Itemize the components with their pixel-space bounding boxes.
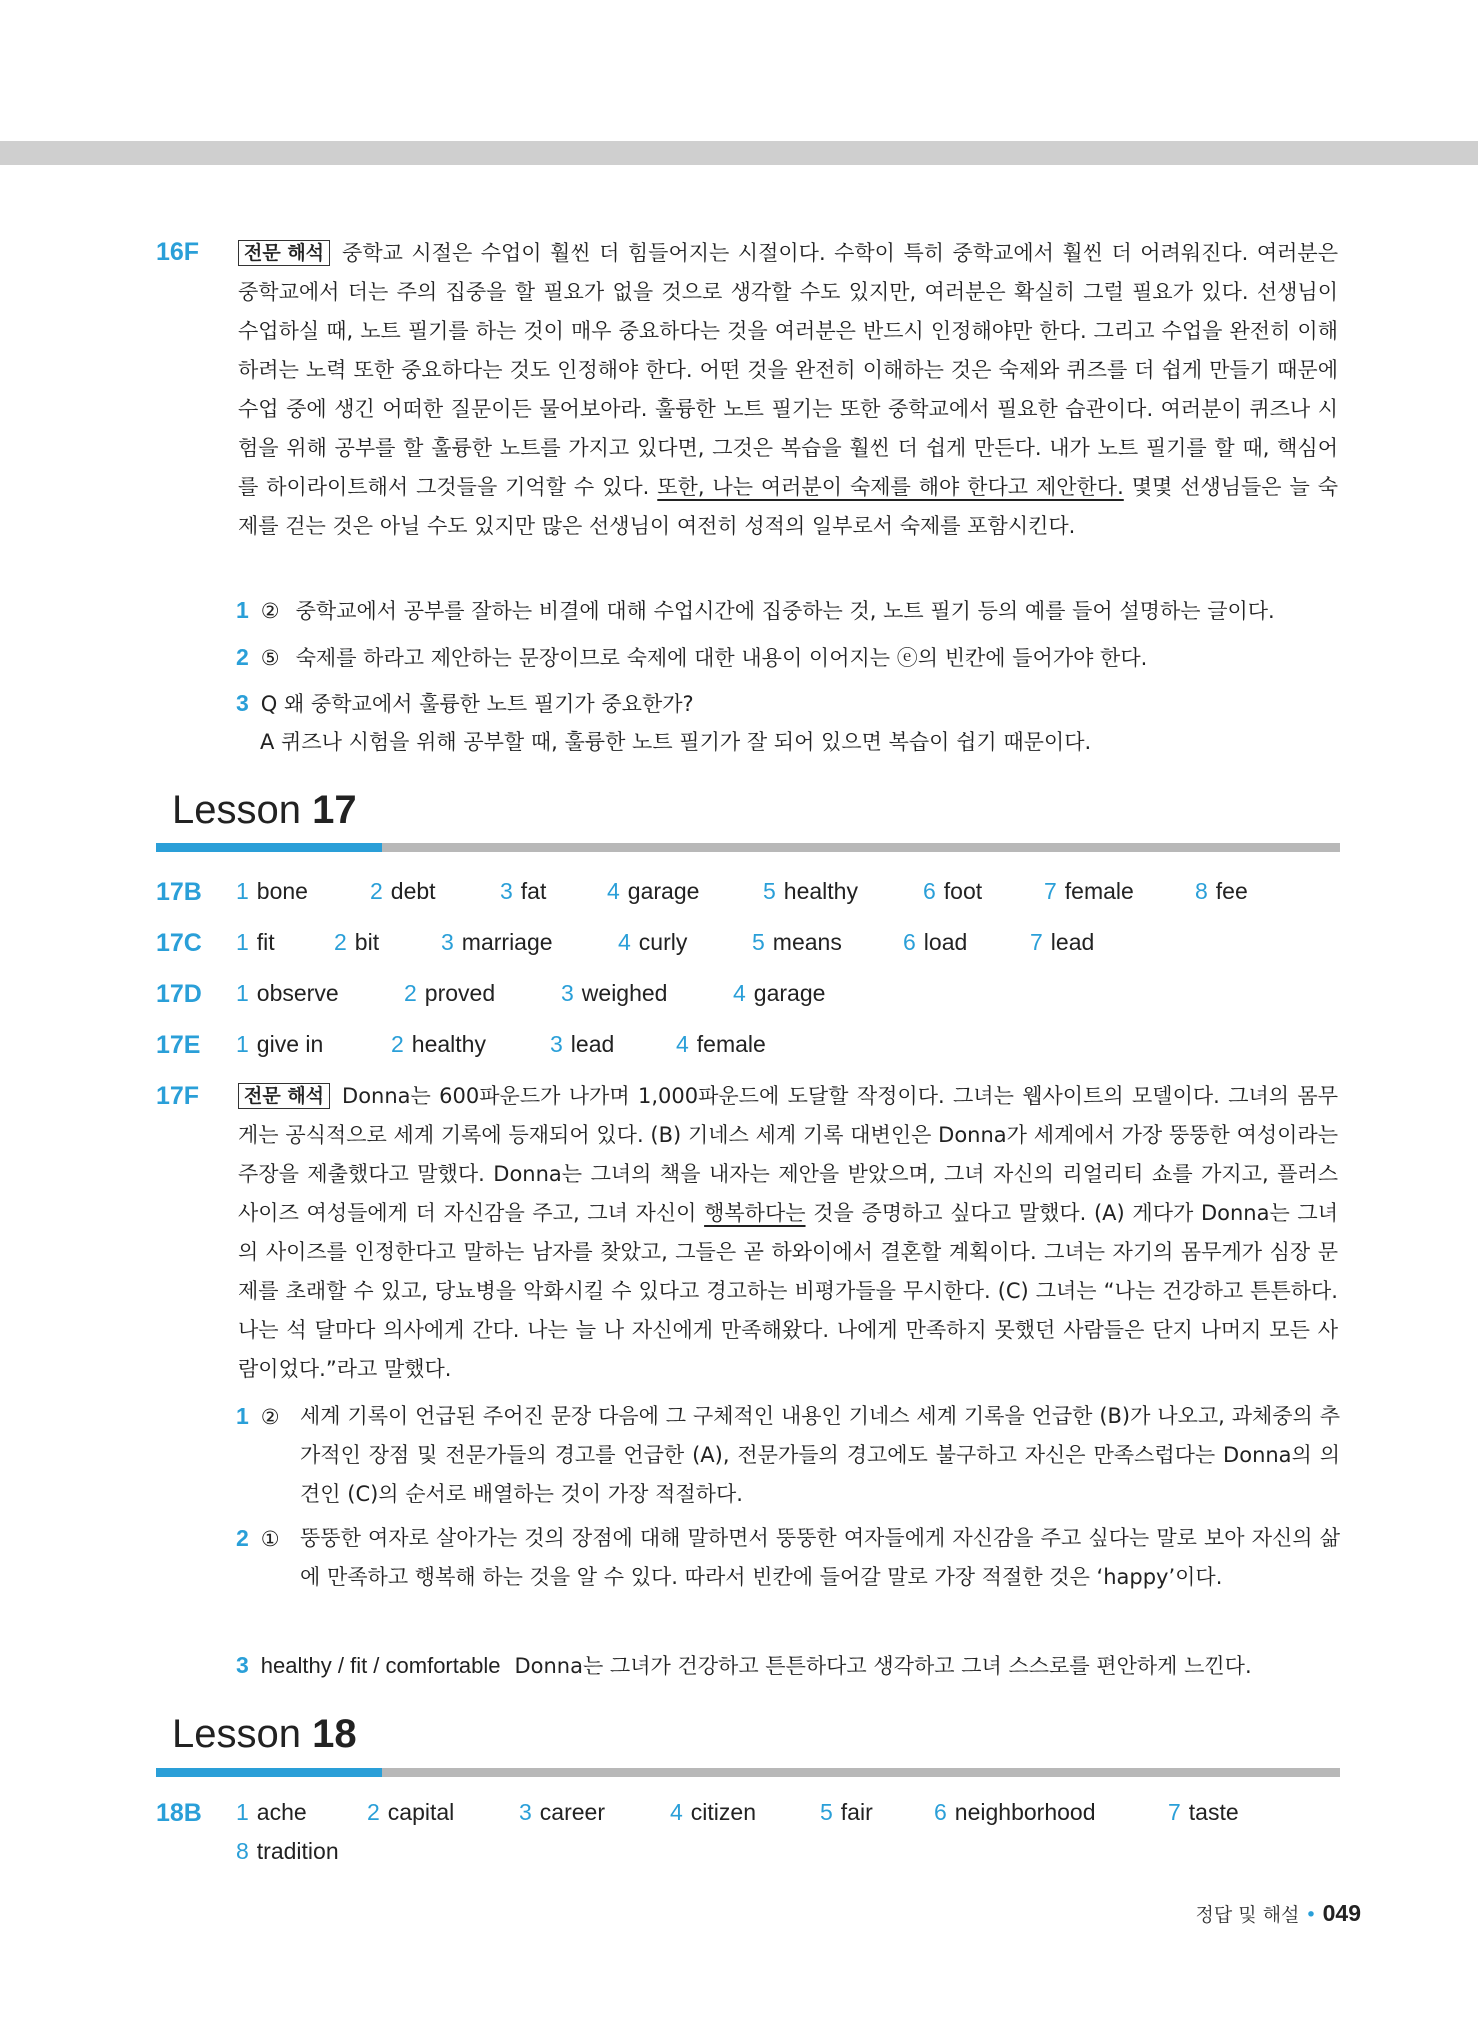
lesson-word: Lesson — [172, 1712, 301, 1756]
vocab-item: 1 fit — [236, 929, 275, 955]
answer-number: 3 — [236, 690, 249, 716]
passage-16f-text2: 몇몇 선생님들은 늘 숙제를 걷는 것은 아닐 수도 있지만 많은 선생님이 여전히 성적의 일부로서 숙제를 포함시킨다. — [238, 475, 1338, 538]
vocab-item: 1 bone — [236, 878, 308, 904]
section-label-17b: 17B — [156, 878, 202, 906]
vocab-item: 5 healthy — [763, 878, 858, 904]
passage-17f — [238, 1077, 1338, 1389]
answer-16f-1 — [236, 591, 1346, 631]
vocab-item: 4 citizen — [670, 1799, 756, 1825]
vocab-item: 2 proved — [404, 980, 496, 1006]
lesson-number: 18 — [312, 1712, 357, 1756]
page-number: 049 — [1322, 1900, 1361, 1926]
vocab-item: 2 bit — [334, 929, 380, 955]
vocab-item: 4 garage — [607, 878, 700, 904]
answer-17f-1-text: 세계 기록이 언급된 주어진 문장 다음에 그 구체적인 내용인 기네스 세계 기록을 언급한 (B)가 나오고, 과체중의 추가적인 장점 및 전문가들의 경고를 언급한 (A), 전문가들의 경고에도 불구하고 자신은 만족스럽다는 Donna의 의견인 (C)의 순서로 배열하는 것이 가장 적절하다. — [300, 1404, 1340, 1506]
answer-16f-3 — [236, 684, 1346, 724]
vocab-item: 3 lead — [550, 1031, 615, 1057]
section-label-18b: 18B — [156, 1799, 202, 1827]
answer-number: 3 — [236, 1652, 249, 1678]
answer-number: 2 — [236, 644, 249, 670]
vocab-item: 4 garage — [733, 980, 826, 1006]
answer-number: 1 — [236, 597, 249, 623]
section-label-17e: 17E — [156, 1031, 201, 1059]
answer-text: 중학교에서 공부를 잘하는 비결에 대해 수업시간에 집중하는 것, 노트 필기 등의 예를 들어 설명하는 글이다. — [295, 599, 1275, 623]
lesson-bar-accent — [156, 1768, 382, 1777]
lesson-17-bar — [156, 843, 1340, 852]
passage-16f-text1: 중학교 시절은 수업이 훨씬 더 힘들어지는 시절이다. 수학이 특히 중학교에서 훨씬 더 어려워진다. 여러분은 중학교에서 더는 주의 집중을 할 필요가 없을 것으로 생각할 수도 있지만, 여러분은 확실히 그럴 필요가 있다. 선생님이 수업하실 때, 노트 필기를 하는 것이 매우 중요하다는 것을 여러분은 반드시 인정해야만 한다. 그리고 수업을 완전히 이해하려는 노력 또한 중요하다는 것도 인정해야 한다. 어떤 것을 완전히 이해하는 것은 숙제와 퀴즈를 더 쉽게 만들기 때문에 수업 중에 생긴 어떠한 질문이든 물어보아라. 훌륭한 노트 필기는 또한 중학교에서 필요한 습관이다. 여러분이 퀴즈나 시험을 위해 공부를 할 훌륭한 노트를 가지고 있다면, 그것은 복습을 훨씬 더 쉽게 만든다. 내가 노트 필기를 할 때, 핵심어를 하이라이트해서 그것들을 기억할 수 있다. — [238, 241, 1338, 499]
top-gray-bar — [0, 141, 1478, 165]
answer-question: Q 왜 중학교에서 훌륭한 노트 필기가 중요한가? — [260, 692, 694, 716]
vocab-item: 1 give in — [236, 1031, 324, 1057]
lesson-17-heading — [172, 788, 357, 833]
answer-16f-3-a — [260, 723, 1370, 762]
answer-number: 2 — [236, 1525, 249, 1551]
answer-text: Donna는 그녀가 건강하고 튼튼하다고 생각하고 그녀 스스로를 편안하게 느낀다. — [514, 1654, 1252, 1678]
answer-16f-2 — [236, 638, 1346, 678]
section-label-17f: 17F — [156, 1082, 200, 1110]
vocab-item: 3 weighed — [561, 980, 668, 1006]
vocab-item: 4 curly — [618, 929, 688, 955]
translation-tag: 전문 해석 — [238, 1083, 330, 1109]
lesson-18-heading — [172, 1712, 357, 1757]
lesson-word: Lesson — [172, 788, 301, 832]
passage-17f-underline: 행복하다는 — [704, 1201, 806, 1225]
lesson-number: 17 — [312, 788, 357, 832]
vocab-item: 8 fee — [1195, 878, 1248, 904]
answer-17f-2-text: 뚱뚱한 여자로 살아가는 것의 장점에 대해 말하면서 뚱뚱한 여자들에게 자신감을 주고 싶다는 말로 보아 자신의 삶에 만족하고 행복해 하는 것을 알 수 있다. 따라서 빈칸에 들어갈 말로 가장 적절한 것은 ‘happy’이다. — [300, 1526, 1340, 1589]
vocab-item: 2 debt — [370, 878, 436, 904]
page-footer — [1196, 1900, 1361, 1927]
vocab-item: 5 fair — [820, 1799, 873, 1825]
vocab-item: 1 ache — [236, 1799, 307, 1825]
section-label-17d: 17D — [156, 980, 202, 1008]
footer-label: 정답 및 해설 — [1195, 1904, 1300, 1926]
answer-mark: ① — [260, 1527, 280, 1551]
vocab-item: 3 marriage — [441, 929, 553, 955]
footer-dot: • — [1305, 1904, 1317, 1926]
vocab-item: 3 career — [519, 1799, 605, 1825]
answer-mark: ② — [260, 599, 280, 623]
answer-number: 1 — [236, 1403, 249, 1429]
vocab-item: 2 capital — [367, 1799, 455, 1825]
answer-text: 숙제를 하라고 제안하는 문장이므로 숙제에 대한 내용이 이어지는 ⓔ의 빈칸에 들어가야 한다. — [295, 646, 1148, 670]
vocab-item: 7 lead — [1030, 929, 1095, 955]
vocab-item: 8 tradition — [236, 1838, 339, 1864]
vocab-item: 5 means — [752, 929, 842, 955]
vocab-item: 1 observe — [236, 980, 339, 1006]
passage-17f-text1: Donna는 600파운드가 나가며 1,000파운드에 도달할 작정이다. 그녀는 웹사이트의 모델이다. 그녀의 몸무게는 공식적으로 세계 기록에 등재되어 있다. (B) 기네스 세계 기록 대변인은 Donna가 세계에서 가장 뚱뚱한 여성이라는 주장을 제출했다고 말했다. Donna는 그녀의 책을 내자는 제안을 받았으며, 그녀 자신의 리얼리티 쇼를 가지고, 플러스 사이즈 여성들에게 더 자신감을 주고, 그녀 자신이 — [238, 1084, 1338, 1225]
vocab-item: 2 healthy — [391, 1031, 486, 1057]
section-label-17c: 17C — [156, 929, 202, 957]
answer-text: A 퀴즈나 시험을 위해 공부할 때, 훌륭한 노트 필기가 잘 되어 있으면 복습이 쉽기 때문이다. — [260, 730, 1092, 754]
passage-16f — [238, 234, 1338, 546]
vocab-item: 4 female — [676, 1031, 766, 1057]
section-label-16f: 16F — [156, 238, 200, 266]
answer-17f-3 — [236, 1646, 1346, 1686]
vocab-item: 6 foot — [923, 878, 983, 904]
answer-mark: ⑤ — [260, 646, 280, 670]
answer-english: healthy / fit / comfortable — [260, 1653, 501, 1678]
vocab-item: 7 taste — [1168, 1799, 1239, 1825]
passage-17f-text2: 것을 증명하고 싶다고 말했다. (A) 게다가 Donna는 그녀의 사이즈를 인정한다고 말하는 남자를 찾았고, 그들은 곧 하와이에서 결혼할 계획이다. 그녀는 자기의 몸무게가 심장 문제를 초래할 수 있고, 당뇨병을 악화시킬 수 있다고 경고하는 비평가들을 무시한다. (C) 그녀는 “나는 건강하고 튼튼하다. 나는 석 달마다 의사에게 간다. 나는 늘 나 자신에게 만족해왔다. 나에게 만족하지 못했던 사람들은 단지 나머지 모든 사람이었다.”라고 말했다. — [238, 1201, 1338, 1381]
vocab-item: 3 fat — [500, 878, 547, 904]
passage-16f-underline: 또한, 나는 여러분이 숙제를 해야 한다고 제안한다. — [657, 475, 1124, 499]
translation-tag: 전문 해석 — [238, 240, 330, 266]
answer-mark: ② — [260, 1405, 280, 1429]
lesson-18-bar — [156, 1768, 1340, 1777]
vocab-item: 6 neighborhood — [934, 1799, 1096, 1825]
vocab-item: 7 female — [1044, 878, 1134, 904]
lesson-bar-accent — [156, 843, 382, 852]
vocab-item: 6 load — [903, 929, 968, 955]
